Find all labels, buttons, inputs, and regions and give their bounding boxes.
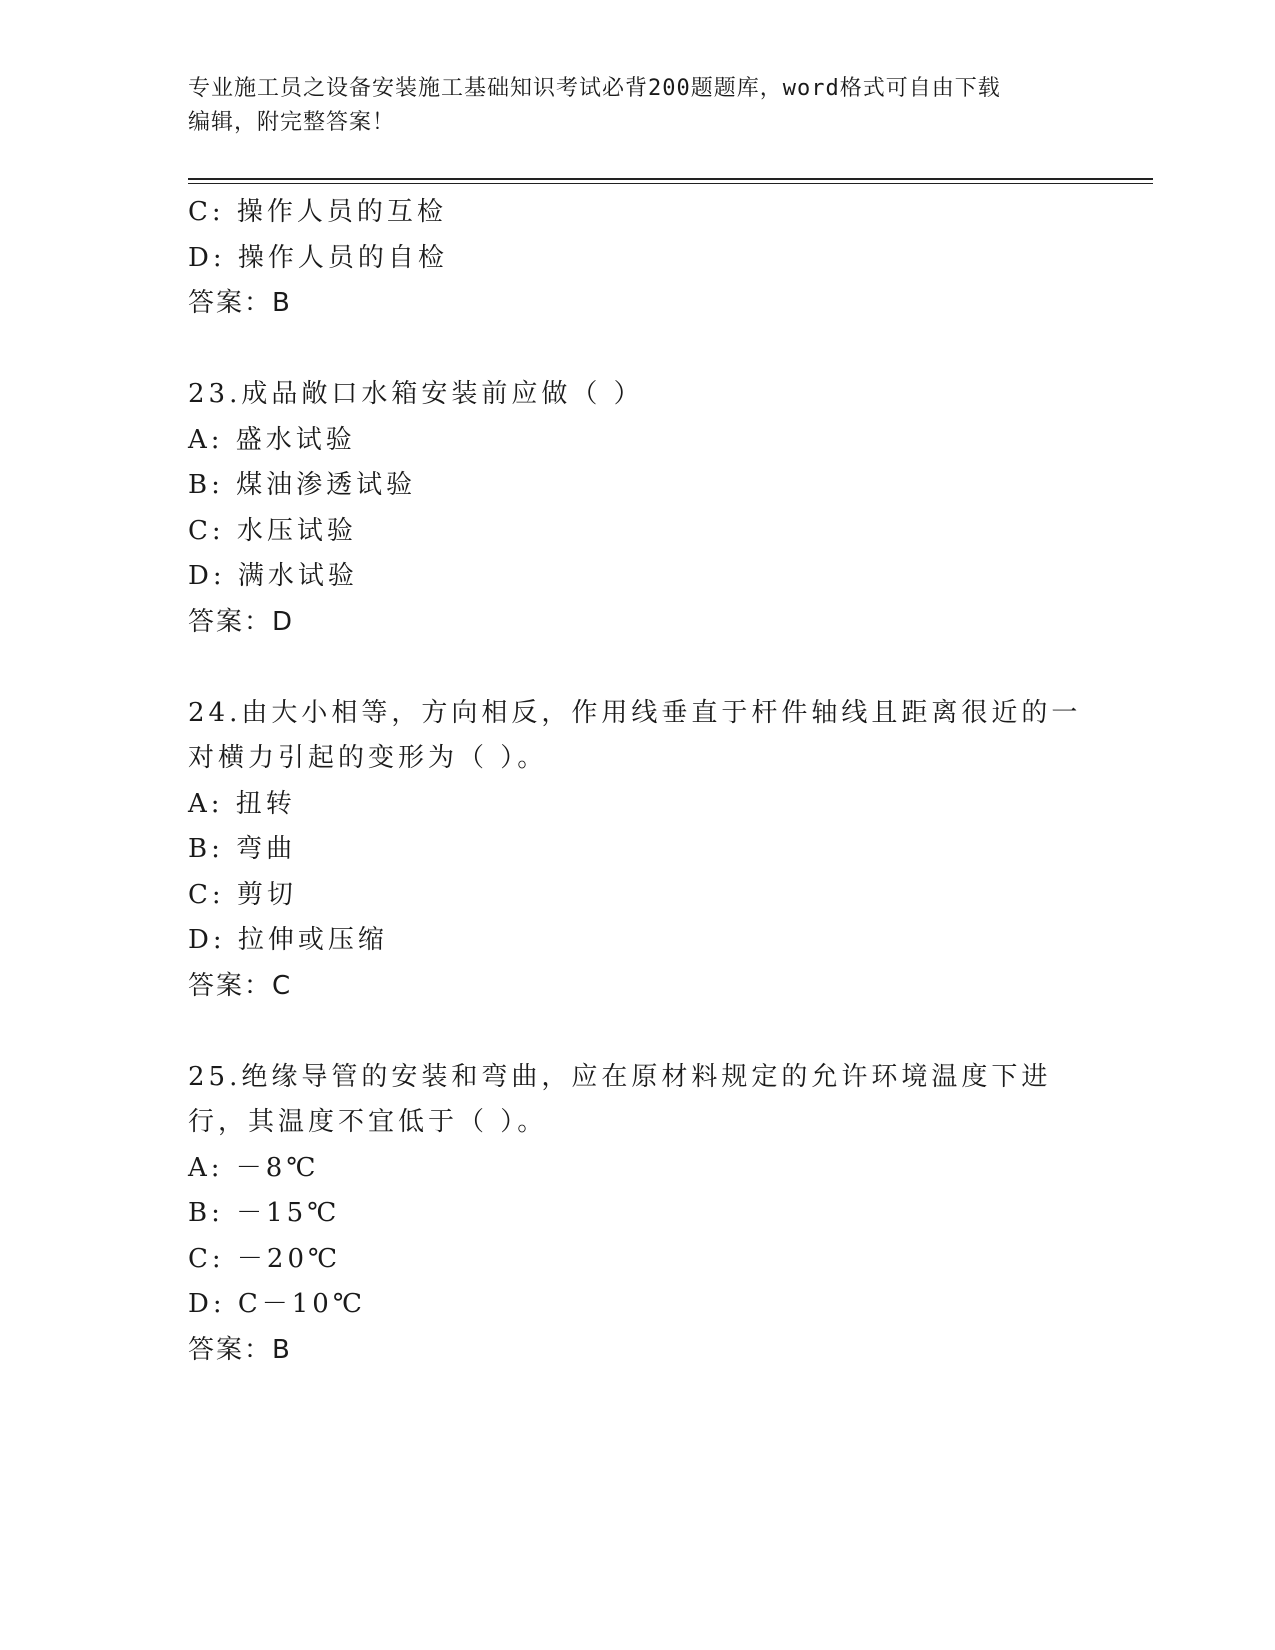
option-c: C: 操作人员的互检	[188, 197, 447, 227]
header-divider-thin	[188, 183, 1153, 184]
document-header	[188, 72, 1088, 140]
question-25-answer: 答案：B	[188, 1334, 292, 1365]
option-d: D: 操作人员的自检	[188, 242, 448, 273]
header-line-2: 编辑，附完整答案！	[188, 110, 396, 135]
header-divider-thick	[188, 178, 1153, 180]
question-25-option-b: B: －15℃	[188, 1198, 341, 1228]
question-24-option-b: B: 弯曲	[188, 834, 297, 864]
question-25-option-d: D: C－10℃	[188, 1289, 366, 1319]
question-23-option-a: A: 盛水试验	[188, 424, 356, 455]
answer-line: 答案：B	[188, 288, 292, 318]
question-24-answer: 答案：C	[188, 970, 293, 1001]
question-24-option-a: A: 扭转	[188, 788, 296, 819]
question-25-option-c: C: －20℃	[188, 1243, 342, 1274]
question-25-text: 25.绝缘导管的安装和弯曲，应在原材料规定的允许环境温度下进行，其温度不宜低于（ ）。	[188, 1061, 1052, 1137]
question-23-text: 23.成品敞口水箱安装前应做（ ）	[188, 379, 644, 409]
question-list	[188, 190, 1108, 1373]
question-23-answer: 答案：D	[188, 606, 295, 637]
question-24-text: 24.由大小相等，方向相反，作用线垂直于杆件轴线且距离很近的一对横力引起的变形为（ ）。	[188, 697, 1082, 773]
question-23-option-c: C: 水压试验	[188, 515, 357, 546]
question-23-option-d: D: 满水试验	[188, 561, 358, 591]
question-24-option-c: C: 剪切	[188, 879, 297, 910]
question-24-option-d: D: 拉伸或压缩	[188, 925, 388, 955]
header-line-1: 专业施工员之设备安装施工基础知识考试必背200题题库，word格式可自由下载	[188, 76, 1001, 101]
question-25-option-a: A: －8℃	[188, 1152, 320, 1183]
question-23-option-b: B: 煤油渗透试验	[188, 470, 417, 500]
